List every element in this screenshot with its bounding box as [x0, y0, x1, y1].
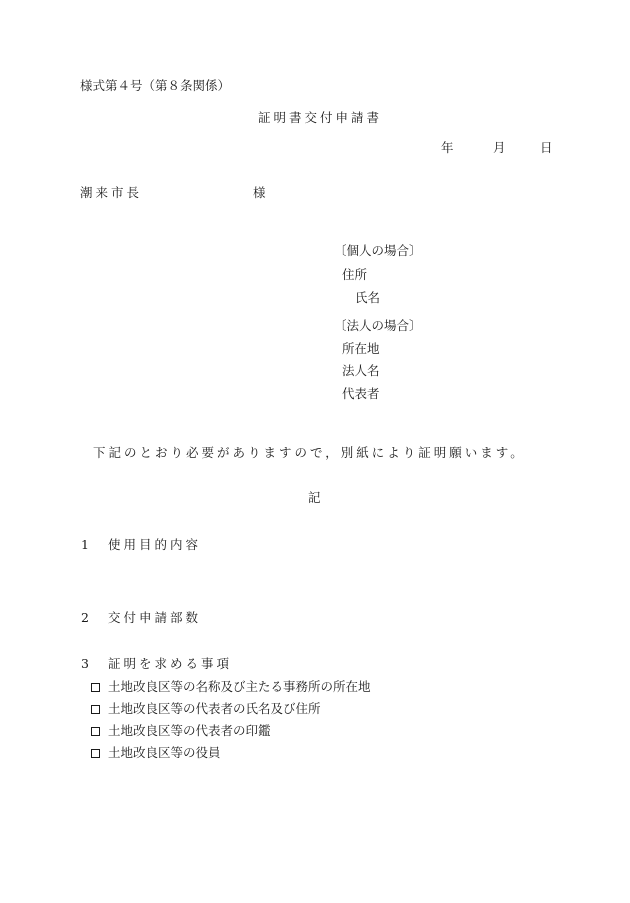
- form-number: 様式第４号（第８条関係）: [80, 78, 231, 93]
- section-2-number: 2: [81, 610, 89, 625]
- checklist-item-label: 土地改良区等の役員: [108, 745, 221, 760]
- corporation-representative-label: 代表者: [342, 386, 380, 401]
- request-statement: 下記のとおり必要がありますので，別紙により証明願います。: [93, 445, 526, 460]
- checklist-item[interactable]: [91, 747, 221, 760]
- checklist-item-label: 土地改良区等の名称及び主たる事務所の所在地: [108, 679, 371, 694]
- date-year-label: 年: [441, 140, 454, 155]
- individual-header: 〔個人の場合〕: [334, 243, 422, 258]
- checkbox[interactable]: [91, 705, 100, 714]
- section-2-label: 交付申請部数: [108, 610, 202, 625]
- checkbox[interactable]: [91, 749, 100, 758]
- checklist-item[interactable]: [91, 703, 321, 716]
- date-month-label: 月: [493, 140, 506, 155]
- checklist-item[interactable]: [91, 725, 271, 738]
- section-3-label: 証明を求める事項: [108, 656, 233, 671]
- checkbox[interactable]: [91, 683, 100, 692]
- individual-name-label: 氏名: [355, 290, 381, 305]
- checklist-item-label: 土地改良区等の代表者の印鑑: [108, 723, 271, 738]
- date-day-label: 日: [540, 140, 553, 155]
- corporation-header: 〔法人の場合〕: [334, 318, 422, 333]
- corporation-location-label: 所在地: [342, 341, 380, 356]
- checklist-item-label: 土地改良区等の代表者の氏名及び住所: [108, 701, 321, 716]
- checklist-item[interactable]: [91, 681, 371, 694]
- ki-heading: 記: [308, 490, 321, 505]
- individual-address-label: 住所: [342, 267, 368, 282]
- section-3-number: 3: [81, 656, 89, 671]
- checkbox[interactable]: [91, 727, 100, 736]
- addressee-honorific: 様: [253, 185, 266, 200]
- section-1-number: 1: [81, 537, 89, 552]
- corporation-name-label: 法人名: [342, 363, 380, 378]
- document-title: 証明書交付申請書: [258, 110, 383, 125]
- addressee-name: 潮来市長: [80, 185, 143, 200]
- section-1-label: 使用目的内容: [108, 537, 202, 552]
